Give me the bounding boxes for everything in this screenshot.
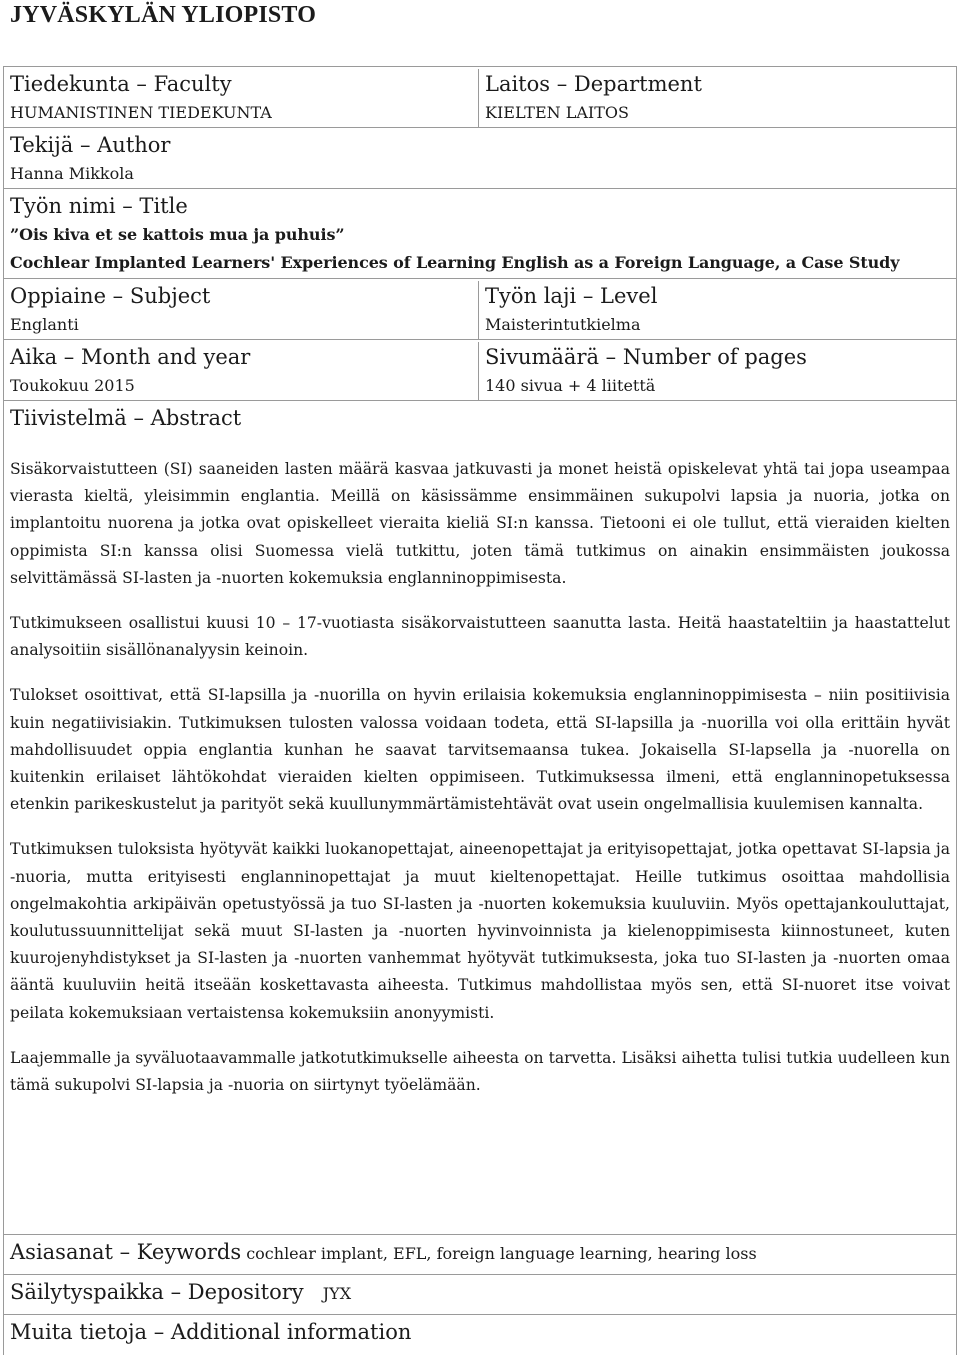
abstract-label: Tiivistelmä – Abstract: [10, 406, 242, 430]
abstract-body: [10, 456, 950, 1099]
keywords-cell: [4, 1237, 763, 1274]
pages-value: 140 sivua + 4 liitettä: [485, 376, 656, 395]
abstract-form: [3, 66, 957, 1355]
title-row: [4, 189, 956, 279]
keywords-label: Asiasanat – Keywords: [10, 1240, 242, 1264]
abstract-cell: [4, 403, 956, 1234]
subject-cell: [4, 281, 478, 339]
depository-label: Säilytyspaikka – Depository: [10, 1280, 304, 1304]
abstract-paragraph: Laajemmalle ja syväluotaavammalle jatkotutkimukselle aiheesta on tarvetta. Lisäksi aihetta tulisi tutkia uudelleen kun tämä sukupolvi SI-lapsia ja -nuoria on siirtynyt työelämään.: [10, 1048, 950, 1095]
department-label: Laitos – Department: [485, 72, 702, 96]
university-name: JYVÄSKYLÄN YLIOPISTO: [10, 2, 317, 28]
title-line-2: Cochlear Implanted Learners' Experiences of Learning English as a Foreign Language, a Case Study: [10, 253, 900, 272]
keywords-row: [4, 1235, 956, 1275]
keywords-value: cochlear implant, EFL, foreign language learning, hearing loss: [246, 1244, 757, 1263]
additional-info-cell: [4, 1317, 417, 1355]
author-row: [4, 128, 956, 189]
department-value: KIELTEN LAITOS: [485, 103, 629, 122]
depository-cell: [4, 1277, 357, 1314]
title-line-1: ”Ois kiva et se kattois mua ja puhuis”: [10, 225, 345, 244]
depository-value: JYX: [322, 1284, 352, 1303]
level-cell: [478, 281, 956, 339]
title-cell: [4, 191, 905, 278]
date-pages-row: [4, 340, 956, 401]
abstract-paragraph: Tutkimukseen osallistui kuusi 10 – 17-vuotiasta sisäkorvaistutteen saanutta lasta. Heitä haastateltiin ja haastattelut analysoitiin sisällönanalyysin keinoin.: [10, 614, 950, 660]
abstract-row: [4, 401, 956, 1235]
faculty-cell: [4, 69, 478, 127]
subject-level-row: [4, 279, 956, 340]
author-label: Tekijä – Author: [10, 133, 171, 157]
author-cell: [4, 130, 176, 188]
additional-info-label: Muita tietoja – Additional information: [10, 1320, 412, 1344]
date-cell: [4, 342, 478, 400]
date-label: Aika – Month and year: [10, 345, 251, 369]
date-value: Toukokuu 2015: [10, 376, 135, 395]
author-value: Hanna Mikkola: [10, 164, 134, 183]
level-value: Maisterintutkielma: [485, 315, 641, 334]
abstract-paragraph: Sisäkorvaistutteen (SI) saaneiden lasten määrä kasvaa jatkuvasti ja monet heistä opiskelevat yhtä tai jopa useampaa vierasta kieltä, yleisimmin englantia. Meillä on käsissämme ensimmäinen sukupolvi lapsia ja nuoria, jotka on implantoitu nuorena ja jotka ovat opiskelleet vieraita kieliä SI:n kanssa. Tietooni ei ole tullut, että vieraiden kielten oppimista SI:n kanssa olisi Suomessa vielä tutkittu, joten tämä tutkimus on ainakin ensimmäisten joukossa selvittämässä SI-lasten ja -nuorten kokemuksia englanninoppimisesta.: [10, 460, 950, 587]
faculty-label: Tiedekunta – Faculty: [10, 72, 232, 96]
faculty-department-row: [4, 67, 956, 128]
title-label: Työn nimi – Title: [10, 194, 188, 218]
depository-row: [4, 1275, 956, 1315]
faculty-value: HUMANISTINEN TIEDEKUNTA: [10, 103, 272, 122]
abstract-paragraph: Tulokset osoittivat, että SI-lapsilla ja -nuorilla on hyvin erilaisia kokemuksia englanninoppimisesta – niin positiivisia kuin negatiivisiakin. Tutkimuksen tulosten valossa voidaan todeta, että SI-lapsilla ja -nuorilla voi olla erittäin hyvät mahdollisuudet oppia englantia kunhan he saavat tarvitsemaansa tukea. Jokaisella SI-lapsella ja -nuorella on kuitenkin erilaiset lähtökohdat vieraiden kielten oppimiseen. Tutkimuksessa ilmeni, että englanninopetuksessa etenkin parikeskustelut ja parityöt sekä kuullunymmärtämistehtävät ovat usein ongelmallisia kuulemisen kannalta.: [10, 686, 950, 814]
abstract-paragraph: Tutkimuksen tuloksista hyötyvät kaikki luokanopettajat, aineenopettajat ja erityisopettajat, jotka opettavat SI-lapsia ja -nuoria, mutta erityisesti englanninopettajat ja muut kieltenopettajat. Heille tutkimus osoittaa mahdollisia ongelmakohtia arkipäivän opetustyössä ja tuo SI-lasten ja -nuorten kokemuksia kuuluviin. Myös opettajankouluttajat, koulutussuunnittelijat sekä muut SI-lasten ja -nuorten hyvinvoinnista ja kielenoppimisesta kiinnostuneet, kuten kuurojenyhdistykset ja SI-lasten ja -nuorten vanhemmat hyötyvät tutkimuksesta, joka tuo SI-lasten ja -nuorten omaa ääntä kuuluviin heitä itseään koskettavasta aiheesta. Tutkimus mahdollistaa myös sen, että SI-nuoret itse voivat peilata kokemuksiaan vertaistensa kokemuksiin anonyymisti.: [10, 840, 950, 1022]
level-label: Työn laji – Level: [485, 284, 658, 308]
subject-value: Englanti: [10, 315, 79, 334]
additional-info-row: [4, 1315, 956, 1355]
department-cell: [478, 69, 956, 127]
subject-label: Oppiaine – Subject: [10, 284, 211, 308]
pages-cell: [478, 342, 956, 400]
pages-label: Sivumäärä – Number of pages: [485, 345, 807, 369]
